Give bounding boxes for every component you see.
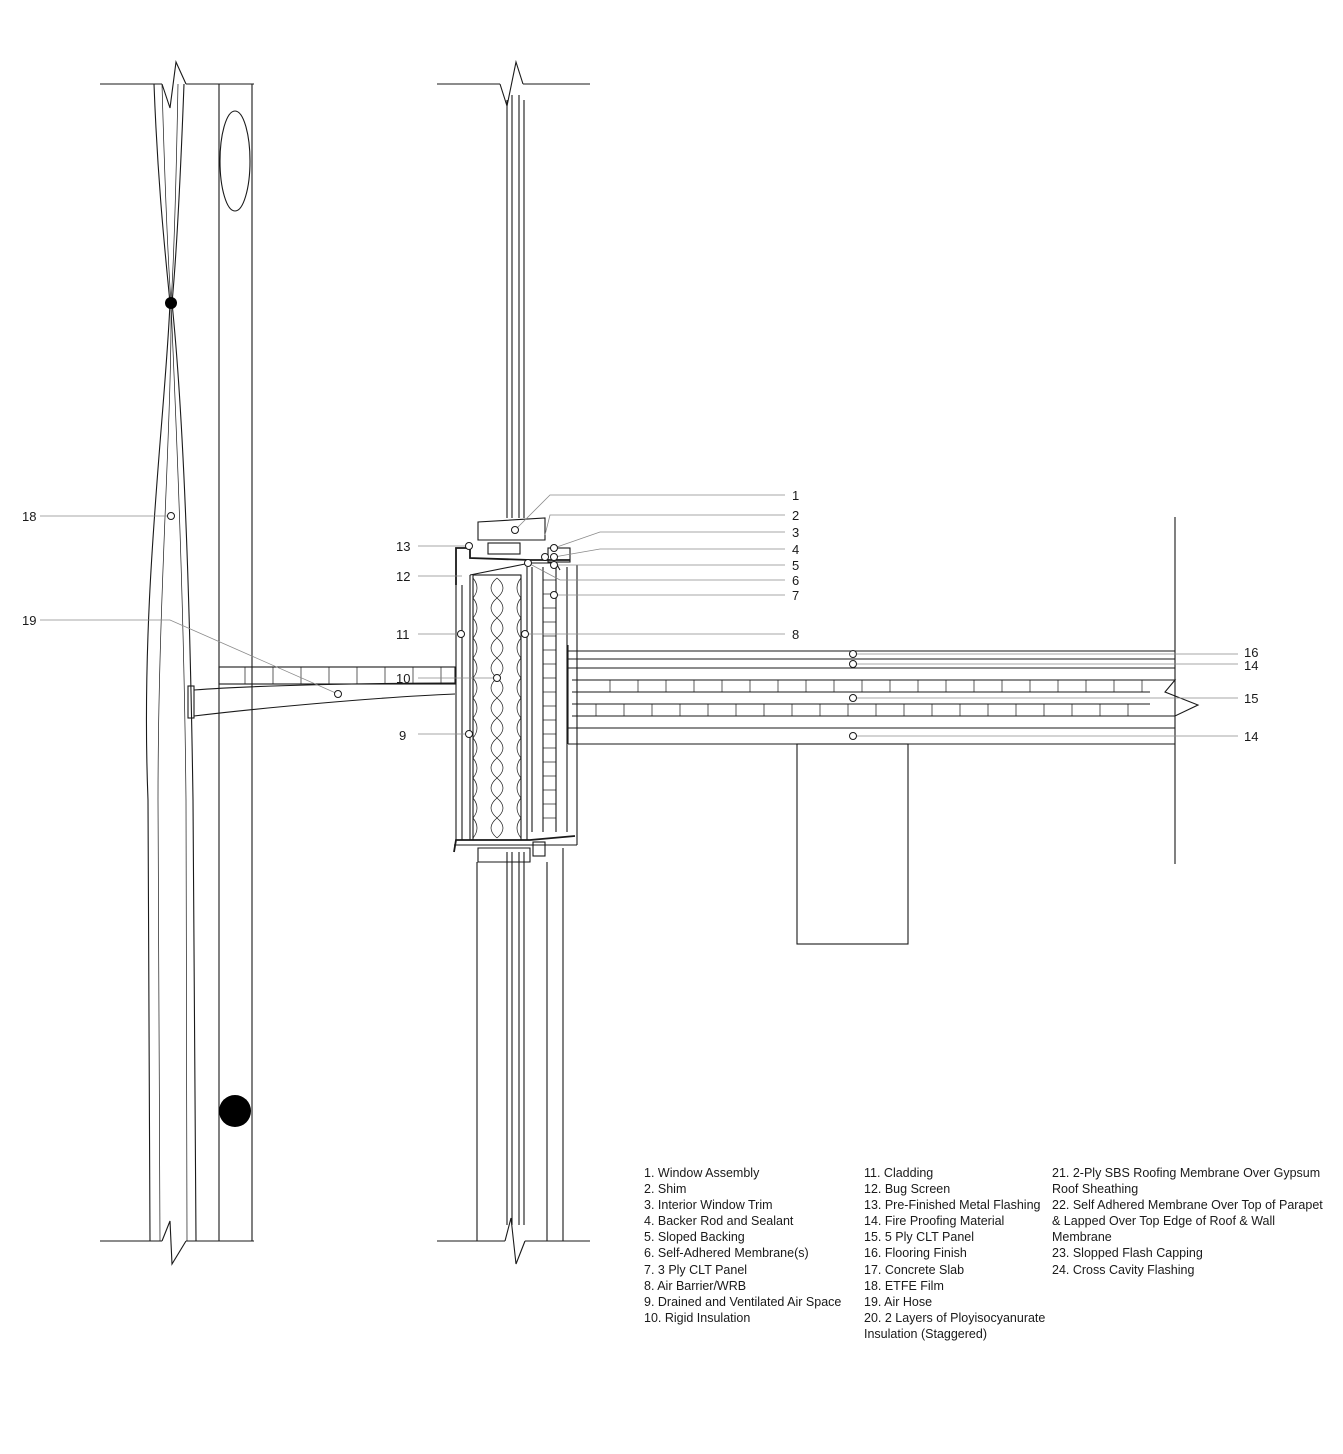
callout-number: 11 [396, 627, 410, 642]
legend-item: 12. Bug Screen [864, 1182, 951, 1197]
insulation-wave [517, 818, 521, 838]
insulation-wave [491, 598, 497, 618]
marker-18 [168, 513, 175, 520]
insulation-wave [473, 678, 477, 698]
legend-item: 24. Cross Cavity Flashing [1052, 1262, 1195, 1277]
sill-shim [533, 842, 545, 856]
insulation-wave [473, 818, 477, 838]
callout-number: 19 [22, 613, 37, 628]
insulation-wave [473, 578, 477, 598]
marker-4 [551, 554, 558, 561]
legend-item: 23. Slopped Flash Capping [1052, 1246, 1203, 1261]
legend-item: 11. Cladding [864, 1166, 934, 1180]
callout-number: 2 [792, 508, 800, 523]
insulation-wave [473, 618, 477, 638]
etfe-film-outer-left [146, 84, 170, 1241]
legend-item: 22. Self Adhered Membrane Over Top of Parapet & Lapped Over Top Edge of Roof & Wall Membrane [1052, 1198, 1323, 1245]
window-sill-frame [478, 848, 530, 862]
insulation-wave [497, 718, 503, 738]
callout-markers [168, 513, 857, 740]
insulation-wave [497, 738, 503, 758]
insulation-wave [497, 578, 503, 598]
insulation-wave [517, 718, 521, 738]
legend-item: 19. Air Hose [864, 1294, 933, 1309]
marker-9 [466, 731, 473, 738]
legend-item: 9. Drained and Ventilated Air Space [644, 1294, 842, 1309]
marker-16 [850, 651, 857, 658]
insulation-wave [491, 738, 497, 758]
insulation-wave [517, 658, 521, 678]
insulation-wave [491, 578, 497, 598]
legend-column-3 [1052, 1165, 1334, 1278]
marker-11 [458, 631, 465, 638]
marker-14b [850, 733, 857, 740]
window-head-trim [488, 543, 520, 554]
insulation-wave [473, 638, 477, 658]
legend-item: 16. Flooring Finish [864, 1246, 967, 1261]
legend-item: 8. Air Barrier/WRB [644, 1278, 747, 1293]
etfe-facade-column [100, 62, 254, 1264]
callout-numbers [22, 488, 1258, 744]
legend-item: 14. Fire Proofing Material [864, 1214, 1005, 1229]
marker-14a [850, 661, 857, 668]
legend-item: 4. Backer Rod and Sealant [644, 1214, 794, 1229]
insulation-wave [491, 758, 497, 778]
insulation-wave [497, 798, 503, 818]
break-symbol-bottom-mid [505, 1218, 525, 1264]
callout-number: 12 [396, 569, 411, 584]
leader-1 [515, 495, 785, 530]
legend-item: 17. Concrete Slab [864, 1262, 965, 1277]
concrete-beam [797, 744, 908, 944]
air-hose-grating [219, 667, 455, 684]
window-wall-assembly [437, 62, 590, 1264]
insulation-wave [517, 678, 521, 698]
legend-item: 2. Shim [644, 1182, 687, 1197]
insulation-wave [497, 818, 503, 838]
insulation-wave [473, 658, 477, 678]
insulation-wave [517, 618, 521, 638]
insulation-wave [473, 698, 477, 718]
callout-number: 18 [22, 509, 37, 524]
rigid-insulation [473, 575, 521, 840]
insulation-wave [517, 638, 521, 658]
insulation-wave [491, 618, 497, 638]
callout-number: 6 [792, 573, 800, 588]
air-hose-lower [194, 694, 455, 716]
insulation-wave [491, 698, 497, 718]
marker-8 [522, 631, 529, 638]
marker-4b [542, 554, 549, 561]
callout-number: 10 [396, 671, 411, 686]
insulation-wave [517, 778, 521, 798]
callout-number: 14 [1244, 658, 1259, 673]
marker-15 [850, 695, 857, 702]
leader-4 [554, 549, 785, 557]
column-opening-bottom [219, 1095, 251, 1127]
insulation-wave [497, 618, 503, 638]
callout-number: 3 [792, 525, 800, 540]
callout-number: 8 [792, 627, 800, 642]
legend-item: 21. 2-Ply SBS Roofing Membrane Over Gypsum Roof Sheathing [1052, 1166, 1321, 1197]
callout-number: 16 [1244, 645, 1259, 660]
floor-assembly [568, 517, 1198, 944]
insulation-wave [497, 638, 503, 658]
insulation-wave [517, 738, 521, 758]
marker-3 [551, 545, 558, 552]
insulation-wave [497, 758, 503, 778]
legend-item: 6. Self-Adhered Membrane(s) [644, 1246, 809, 1261]
insulation-wave [473, 598, 477, 618]
legend-item: 10. Rigid Insulation [644, 1310, 751, 1325]
legend-item: 5. Sloped Backing [644, 1230, 745, 1245]
insulation-wave [473, 798, 477, 818]
grating-divisions [245, 667, 441, 684]
insulation-wave [473, 778, 477, 798]
insulation-wave [491, 798, 497, 818]
legend-item: 18. ETFE Film [864, 1278, 944, 1293]
legend-item: 3. Interior Window Trim [644, 1198, 773, 1213]
legend-item: 7. 3 Ply CLT Panel [644, 1262, 748, 1277]
legend-item: 15. 5 Ply CLT Panel [864, 1230, 975, 1245]
air-hose-ring-top [165, 297, 177, 309]
insulation-wave [517, 578, 521, 598]
callout-number: 5 [792, 558, 800, 573]
callout-leaders [40, 495, 1238, 736]
insulation-wave [497, 598, 503, 618]
insulation-wave [491, 718, 497, 738]
insulation-wave [497, 698, 503, 718]
insulation-wave [473, 718, 477, 738]
callout-number: 15 [1244, 691, 1259, 706]
callout-number: 4 [792, 542, 800, 557]
leader-3 [554, 532, 785, 548]
marker-7 [551, 592, 558, 599]
insulation-wave [491, 778, 497, 798]
insulation-wave [473, 738, 477, 758]
insulation-wave [517, 598, 521, 618]
callout-number: 1 [792, 488, 800, 503]
legend-column-2 [864, 1165, 1049, 1342]
insulation-wave [517, 698, 521, 718]
callout-number: 13 [396, 539, 411, 554]
marker-19 [335, 691, 342, 698]
column-opening-top [220, 111, 250, 211]
insulation-wave [473, 758, 477, 778]
etfe-film-outer-right [172, 84, 196, 1241]
marker-13 [466, 543, 473, 550]
etfe-film-inner-2 [171, 84, 187, 1241]
marker-1 [512, 527, 519, 534]
marker-6 [525, 560, 532, 567]
marker-5 [551, 562, 558, 569]
insulation-wave [497, 778, 503, 798]
etfe-film-inner-1 [158, 84, 171, 1241]
insulation-wave [491, 818, 497, 838]
callout-number: 14 [1244, 729, 1259, 744]
clt-hatch [543, 580, 556, 818]
callout-number: 7 [792, 588, 800, 603]
callout-number: 9 [399, 728, 407, 743]
insulation-hatch [473, 578, 521, 838]
insulation-wave [491, 638, 497, 658]
legend-item: 20. 2 Layers of Ployisocyanurate Insulation (Staggered) [864, 1310, 1046, 1341]
air-hose-assembly [188, 667, 455, 718]
marker-10 [494, 675, 501, 682]
insulation-wave [517, 758, 521, 778]
legend-item: 13. Pre-Finished Metal Flashing [864, 1198, 1041, 1213]
break-symbol-top-left [162, 62, 186, 108]
break-symbol-bottom-left [162, 1221, 186, 1264]
legend-column-1 [644, 1165, 854, 1326]
insulation-wave [517, 798, 521, 818]
sill-flashing [454, 836, 575, 852]
legend-item: 1. Window Assembly [644, 1166, 760, 1180]
